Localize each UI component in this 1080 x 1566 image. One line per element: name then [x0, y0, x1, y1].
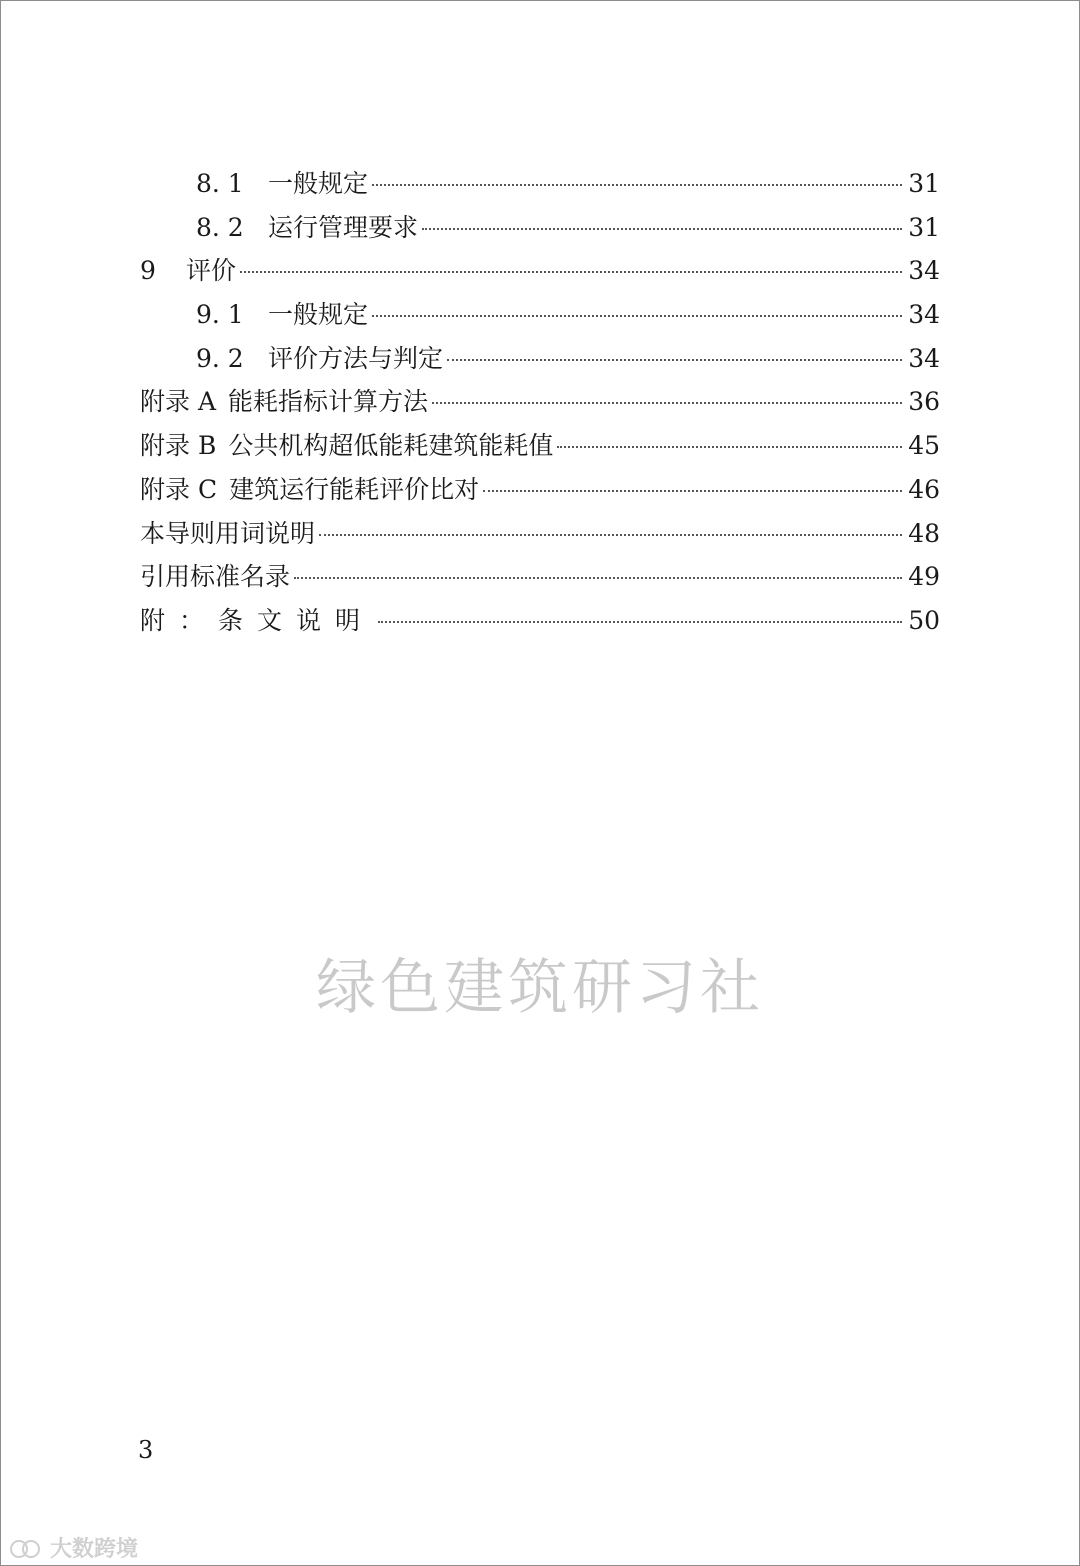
toc-entry[interactable]: [140, 206, 940, 250]
dot-leader: [557, 446, 902, 448]
toc-entry-page: 49: [908, 562, 940, 592]
toc-entry-page: 50: [908, 605, 940, 635]
toc-entry-page: 34: [908, 300, 940, 330]
dot-leader: [378, 621, 902, 623]
toc-entry-title: 建筑运行能耗评价比对: [229, 474, 480, 504]
toc-entry[interactable]: [140, 380, 940, 424]
toc-entry-title: 评价方法与判定: [268, 343, 444, 373]
dot-leader: [319, 534, 902, 536]
toc-entry-page: 34: [908, 343, 940, 373]
dot-leader: [240, 271, 902, 273]
brand-watermark: [10, 1532, 138, 1563]
toc-entry-number: 附录 A: [140, 387, 217, 417]
toc-entry[interactable]: [140, 424, 940, 468]
toc-entry-page: 36: [908, 387, 940, 417]
toc-entry-title: 能耗指标计算方法: [228, 387, 429, 417]
toc-entry[interactable]: [140, 249, 940, 293]
toc-entry-title: 一般规定: [268, 300, 369, 330]
toc-entry-page: 48: [908, 518, 940, 548]
dot-leader: [372, 184, 902, 186]
toc-entry[interactable]: [140, 599, 940, 643]
toc-entry-number: 9: [140, 256, 156, 286]
toc-entry[interactable]: [140, 468, 940, 512]
toc-entry-page: 45: [908, 431, 940, 461]
toc-entry-title: 引用标准名录: [140, 562, 291, 592]
dot-leader: [372, 315, 902, 317]
toc-entry-title: 本导则用词说明: [140, 518, 316, 548]
toc-entry[interactable]: [140, 337, 940, 381]
watermark: 绿色建筑研习社: [316, 953, 764, 1023]
table-of-contents: [140, 162, 940, 643]
toc-entry-number: 9. 1: [196, 300, 244, 330]
dot-leader: [294, 577, 902, 579]
toc-entry[interactable]: [140, 512, 940, 556]
toc-entry-title: 一般规定: [268, 169, 369, 198]
toc-entry-page: 46: [908, 474, 940, 504]
toc-entry-number: 8. 1: [196, 169, 244, 198]
brand-logo-icon: [10, 1536, 44, 1560]
toc-entry-number: 附录 C: [140, 474, 218, 504]
dot-leader: [447, 359, 902, 361]
dot-leader: [422, 228, 902, 230]
dot-leader: [432, 402, 902, 404]
toc-entry-title: 公共机构超低能耗建筑能耗值: [228, 431, 554, 461]
page-number: 3: [138, 1436, 154, 1464]
toc-entry-title: 附：条文说明: [140, 605, 375, 635]
toc-entry[interactable]: [140, 162, 940, 206]
toc-entry-number: 8. 2: [196, 212, 244, 242]
toc-entry-page: 31: [908, 169, 940, 198]
toc-entry[interactable]: [140, 555, 940, 599]
toc-entry-page: 34: [908, 256, 940, 286]
toc-entry-number: 9. 2: [196, 343, 244, 373]
dot-leader: [483, 490, 902, 492]
toc-entry-page: 31: [908, 212, 940, 242]
toc-entry-number: 附录 B: [140, 431, 217, 461]
toc-entry-title: 评价: [186, 256, 237, 286]
toc-entry-title: 运行管理要求: [268, 212, 419, 242]
brand-text: 大数跨境: [50, 1537, 139, 1562]
toc-entry[interactable]: [140, 293, 940, 337]
